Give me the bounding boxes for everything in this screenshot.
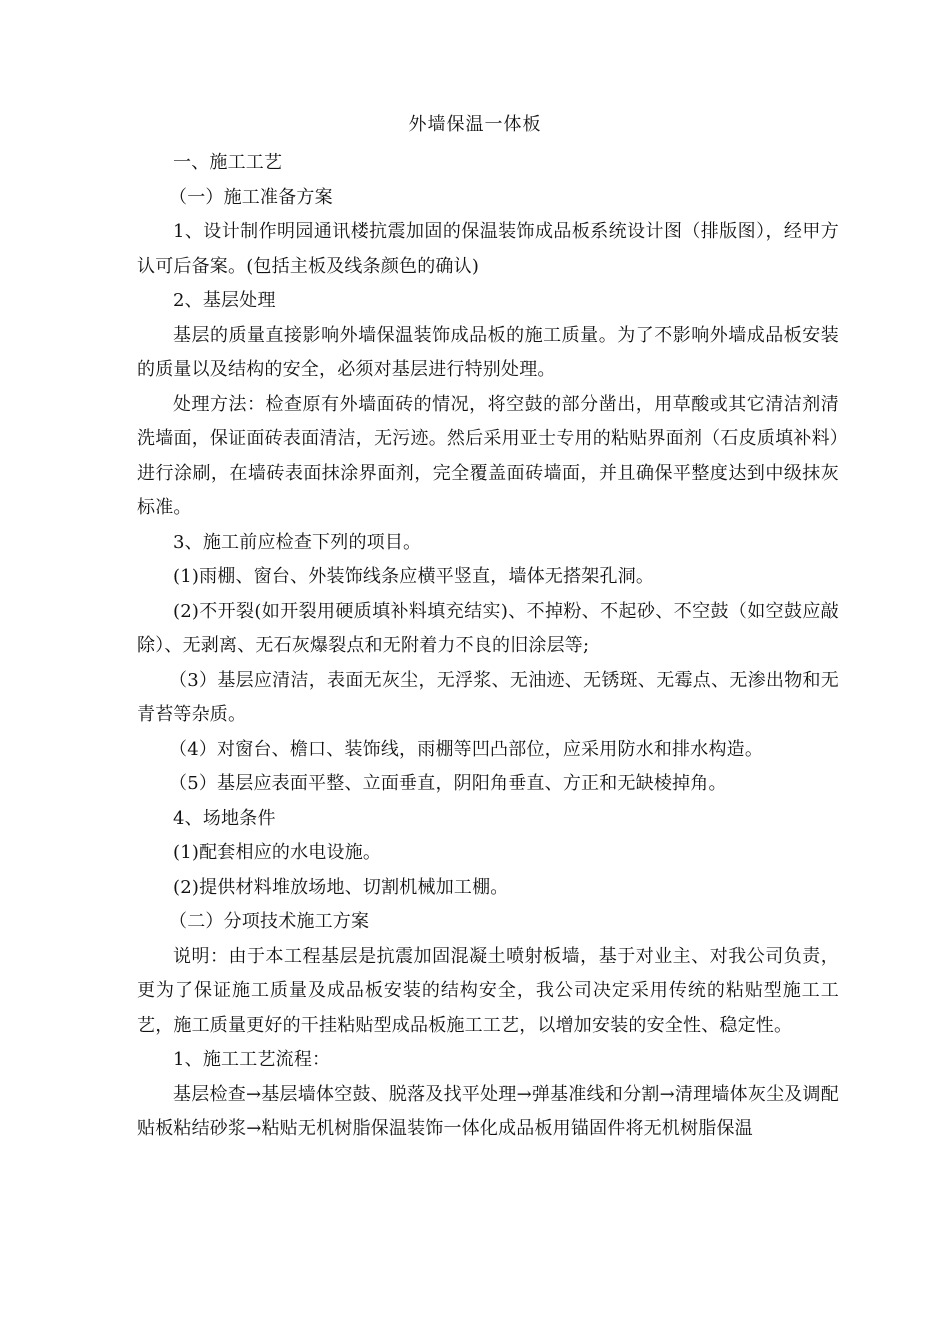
paragraph: 基层的质量直接影响外墙保温装饰成品板的施工质量。为了不影响外墙成品板安装的质量以及结构的安全，必须对基层进行特别处理。 — [137, 324, 839, 380]
document-title: 外墙保温一体板 — [408, 114, 542, 135]
item-heading: 4、场地条件 — [173, 807, 276, 829]
subsection-heading: （二）分项技术施工方案 — [169, 911, 370, 932]
paragraph: 说明：由于本工程基层是抗震加固混凝土喷射板墙，基于对业主、对我公司负责，更为了保证施工质量及成品板安装的结构安全，我公司决定采用传统的粘贴型施工工艺，施工质量更好的干挂粘贴型成品板施工工艺，以增加安装的安全性、稳定性。 — [137, 945, 839, 1036]
document-body — [137, 146, 839, 1147]
item-heading: 2、基层处理 — [173, 290, 276, 311]
subsection-heading: （一）施工准备方案 — [169, 186, 333, 208]
item-heading: 1、施工工艺流程： — [173, 1049, 331, 1070]
paragraph: 基层检查→基层墙体空鼓、脱落及找平处理→弹基准线和分割→清理墙体灰尘及调配贴板粘结砂浆→粘贴无机树脂保温装饰一体化成品板用锚固件将无机树脂保温 — [137, 1083, 839, 1139]
paragraph: 1、设计制作明园通讯楼抗震加固的保温装饰成品板系统设计图（排版图），经甲方认可后备案。(包括主板及线条颜色的确认) — [137, 221, 839, 277]
item-heading: 3、施工前应检查下列的项目。 — [173, 531, 422, 553]
list-item: (2)不开裂(如开裂用硬质填补料填充结实)、不掉粉、不起砂、不空鼓（如空鼓应敲除）、无剥离、无石灰爆裂点和无附着力不良的旧涂层等; — [137, 600, 839, 656]
section-heading: 一、施工工艺 — [173, 152, 283, 173]
list-item: (2)提供材料堆放场地、切割机械加工棚。 — [173, 876, 509, 898]
list-item: （3）基层应清洁，表面无灰尘，无浮浆、无油迹、无锈斑、无霉点、无渗出物和无青苔等杂质。 — [137, 669, 839, 725]
list-item: (1)雨棚、窗台、外装饰线条应横平竖直，墙体无搭架孔洞。 — [173, 566, 655, 587]
list-item: (1)配套相应的水电设施。 — [173, 842, 382, 863]
paragraph: 处理方法：检查原有外墙面砖的情况，将空鼓的部分凿出，用草酸或其它清洁剂清洗墙面，保证面砖表面清洁，无污迹。然后采用亚士专用的粘贴界面剂（石皮质填补料）进行涂刷，在墙砖表面抹涂界面剂，完全覆盖面砖墙面，并且确保平整度达到中级抹灰标准。 — [137, 393, 839, 518]
list-item: （5）基层应表面平整、立面垂直，阴阳角垂直、方正和无缺棱掉角。 — [169, 773, 727, 794]
list-item: （4）对窗台、檐口、装饰线，雨棚等凹凸部位，应采用防水和排水构造。 — [169, 738, 764, 760]
